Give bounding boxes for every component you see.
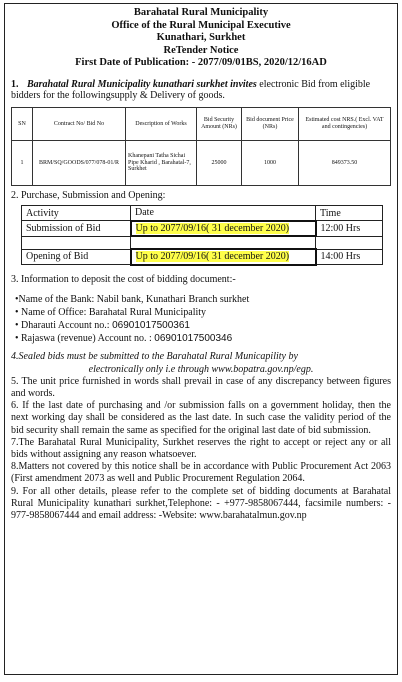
cell-bid-security: 25000 [197,140,242,185]
cell-contract-no: BRM/SQ/GOODS/077/078-01/R [33,140,126,185]
cell-estimated-cost: 849373.50 [299,140,391,185]
dharauti-label: • Dharauti Account no.: [15,320,113,332]
submission-date [131,221,316,237]
municipality-name: Barahatal Rural Municipality [133,7,269,18]
cell-bid-price: 1000 [242,140,299,185]
header-bid-security: Bid Security Amount (NRs) [197,107,242,140]
header-date: Date [131,206,316,221]
contract-table [11,107,391,186]
cell-description: Khanepani Tatha Sichai Pipe Kharid , Barahatal-7, Surkhet [126,140,197,185]
schedule-header [22,206,383,221]
publication-date: First Date of Publication: - 2077/09/01BS, 2020/12/16AD [75,57,327,69]
rajaswa-label: • Rajaswa (revenue) Account no. : [15,333,155,345]
section-1-org: Barahatal Rural Municipality kunathari surkhet invites [27,78,257,90]
header-contract-no: Contract No/ Bid No [33,107,126,140]
header-activity: Activity [22,206,131,221]
schedule-spacer [22,236,383,249]
note-6: 6. If the last date of purchasing and /or submission falls on a government holiday, then the next working day shall be considered as the last date. In such case the validity period of the bid security shall remain the same as specified for the original last date of bid submission. [11,400,391,436]
opening-time: 14:00 Hrs [316,249,383,265]
notes [11,351,391,522]
header-sn: SN [12,107,33,140]
table-row [22,249,383,265]
schedule-table [21,205,383,266]
cell-sn: 1 [12,140,33,185]
section-3-title: 3. Information to deposit the cost of bidding document:- [11,273,236,285]
section-1-text: electronic Bid from eligible bidders for the followingsupply & Delivery of goods. [11,78,371,102]
contract-table-header [12,107,391,140]
bank-info [11,293,391,345]
note-5: 5. The unit price furnished in words shall prevail in case of any discrepancy between figures and words. [11,375,391,400]
submission-time: 12:00 Hrs [316,221,383,237]
notice-header [11,7,391,70]
section-1-number: 1. [11,78,19,90]
dharauti-number: 06901017500361 [112,320,190,332]
bank-name: •Name of the Bank: Nabil bank, Kunathari Branch surkhet [15,294,250,306]
notice-title: ReTender Notice [163,44,239,56]
section-2-title: 2. Purchase, Submission and Opening: [11,189,166,201]
tender-notice [4,3,398,675]
table-row [12,140,391,185]
office-name: Office of the Rural Municipal Executive [111,19,291,31]
note-7: 7.The Barahatal Rural Municipality, Surkhet reserves the right to accept or reject any or all bids without assigning any reason whatsoever. [11,436,391,460]
section-1 [11,79,391,102]
header-bid-price: Bid document Price (NRs) [242,107,299,140]
submission-date-text: Up to 2077/09/16( 31 december 2020) [135,222,290,234]
note-4a: 4.Sealed bids must be submitted to the Barahatal Rural Municapility by [11,351,298,363]
header-estimated-cost: Estimated cost NRS.( Excl. VAT and contingencies) [299,107,391,140]
opening-date-text: Up to 2077/09/16( 31 december 2020) [135,251,290,263]
rajaswa-number: 06901017500346 [154,333,233,345]
dharauti-account [15,319,391,332]
note-9: 9. For all other details, please refer to the complete set of bidding documents at Barahatal Rural Municipality kunathari surkhet,Telephone: - +977-9858067444, facsimile numbers: - 977-9858067444 and email address: -Website: www.barahatalmun.gov.np [11,485,391,521]
table-row [22,221,383,237]
note-4b: electronically only i.e through www.bopatra.gov.np/egp. [88,363,314,375]
header-description: Description of Works [126,107,197,140]
header-time: Time [316,206,383,221]
rajaswa-account [15,332,391,345]
note-8: 8.Matters not covered by this notice shall be in accordance with Public Procurement Act 2063 (First amendment 2073 as well and Public Procurement Regulation 2064. [11,461,391,485]
office-name-line: • Name of Office: Barahatal Rural Municipality [15,307,207,319]
office-location: Kunathari, Surkhet [156,32,246,44]
opening-date [131,249,316,265]
opening-activity: Opening of Bid [22,249,131,265]
submission-activity: Submission of Bid [22,221,131,237]
